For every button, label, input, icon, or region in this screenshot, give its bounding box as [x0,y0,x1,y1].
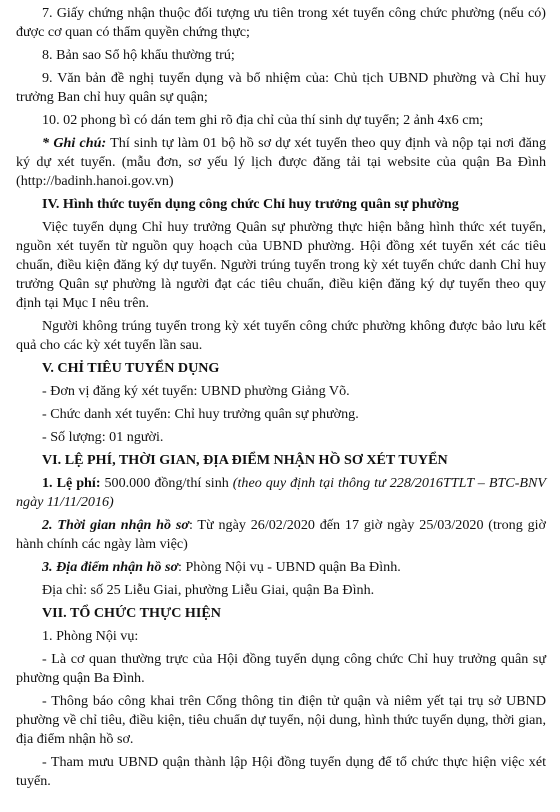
section-6-heading: VI. LỆ PHÍ, THỜI GIAN, ĐỊA ĐIỂM NHẬN HỒ SƠ XÉT TUYỂN [42,452,448,468]
address-paragraph: Địa chỉ: số 25 Liễu Giai, phường Liễu Giai, quận Ba Đình. [42,582,375,598]
place-label: 3. Địa điểm nhận hồ sơ [42,559,179,575]
place-paragraph [16,558,546,577]
section-5-heading: V. CHỈ TIÊU TUYỂN DỤNG [42,360,220,376]
section-5-item-title: - Chức danh xét tuyển: Chỉ huy trưởng quân sự phường. [42,406,359,422]
section-7-item-3: - Tham mưu UBND quận thành lập Hội đồng tuyển dụng để tổ chức thực hiện việc xét tuyển. [16,754,546,789]
time-label: 2. Thời gian nhận hồ sơ [42,517,189,533]
fee-note: (theo quy định tại thông tư 228/2016TTLT – BTC-BNV ngày 11/11/2016) [16,475,547,510]
section-7-item-2: - Thông báo công khai trên Cổng thông tin điện tử quận và niêm yết tại trụ sở UBND phường về chỉ tiêu, điều kiện, tiêu chuẩn dự tuyển, nội dung, hình thức tuyển dụng, thời gian, địa điểm nhận hồ sơ. [16,693,546,747]
section-5-item-unit: - Đơn vị đăng ký xét tuyển: UBND phường Giảng Võ. [42,383,350,399]
note-text: Thí sinh tự làm 01 bộ hồ sơ dự xét tuyển theo quy định và nộp tại nơi đăng ký dự xét tuyển. (mẫu đơn, sơ yếu lý lịch được đăng tải tại website của quận Ba Đình (http://badinh.hanoi.gov.vn) [16,135,547,189]
section-4-heading: IV. Hình thức tuyển dụng công chức Chỉ huy trưởng quân sự phường [42,196,459,212]
fee-value: 500.000 đồng/thí sinh [100,475,233,491]
fee-paragraph [16,474,546,512]
time-value: : Từ ngày 26/02/2020 đến 17 giờ ngày 25/03/2020 (trong giờ hành chính các ngày làm việc) [16,517,546,552]
time-paragraph [16,516,546,554]
item-10: 10. 02 phong bì có dán tem ghi rõ địa chỉ của thí sinh dự tuyển; 2 ảnh 4x6 cm; [42,112,484,128]
item-8: 8. Bản sao Sổ hộ khẩu thường trú; [42,47,235,63]
item-7: 7. Giấy chứng nhận thuộc đối tượng ưu tiên trong xét tuyển công chức phường (nếu có) được cơ quan có thẩm quyền chứng thực; [16,5,546,40]
item-9: 9. Văn bản đề nghị tuyển dụng và bổ nhiệm của: Chủ tịch UBND phường và Chỉ huy trưởng Ban chỉ huy quân sự quận; [16,70,546,105]
note-paragraph [16,134,546,191]
place-value: : Phòng Nội vụ - UBND quận Ba Đình. [178,559,401,575]
section-4-paragraph-1: Việc tuyển dụng Chỉ huy trưởng Quân sự phường thực hiện bằng hình thức xét tuyển, nguồn xét tuyển từ nguồn quy hoạch của UBND phường. Hội đồng xét tuyển xét các tiêu chuẩn, điều kiện đăng ký dự tuyển. Người trúng tuyển trong kỳ xét tuyển chức danh Chỉ huy trưởng Quân sự phường là người đạt các tiêu chuẩn, điều kiện đăng ký dự tuyển theo quy định tại Mục I nêu trên. [16,219,546,311]
section-5-item-quantity: - Số lượng: 01 người. [42,429,164,445]
note-label: * Ghi chú: [42,135,107,151]
fee-label: 1. Lệ phí: [42,475,101,491]
section-7-item-1: - Là cơ quan thường trực của Hội đồng tuyển dụng công chức Chỉ huy trưởng quân sự phường quận Ba Đình. [16,651,546,686]
section-7-heading: VII. TỔ CHỨC THỰC HIỆN [42,605,221,621]
section-7-sub-1: 1. Phòng Nội vụ: [42,628,139,644]
section-4-paragraph-2: Người không trúng tuyển trong kỳ xét tuyển công chức phường không được bảo lưu kết quả cho các kỳ xét tuyển lần sau. [16,318,546,353]
